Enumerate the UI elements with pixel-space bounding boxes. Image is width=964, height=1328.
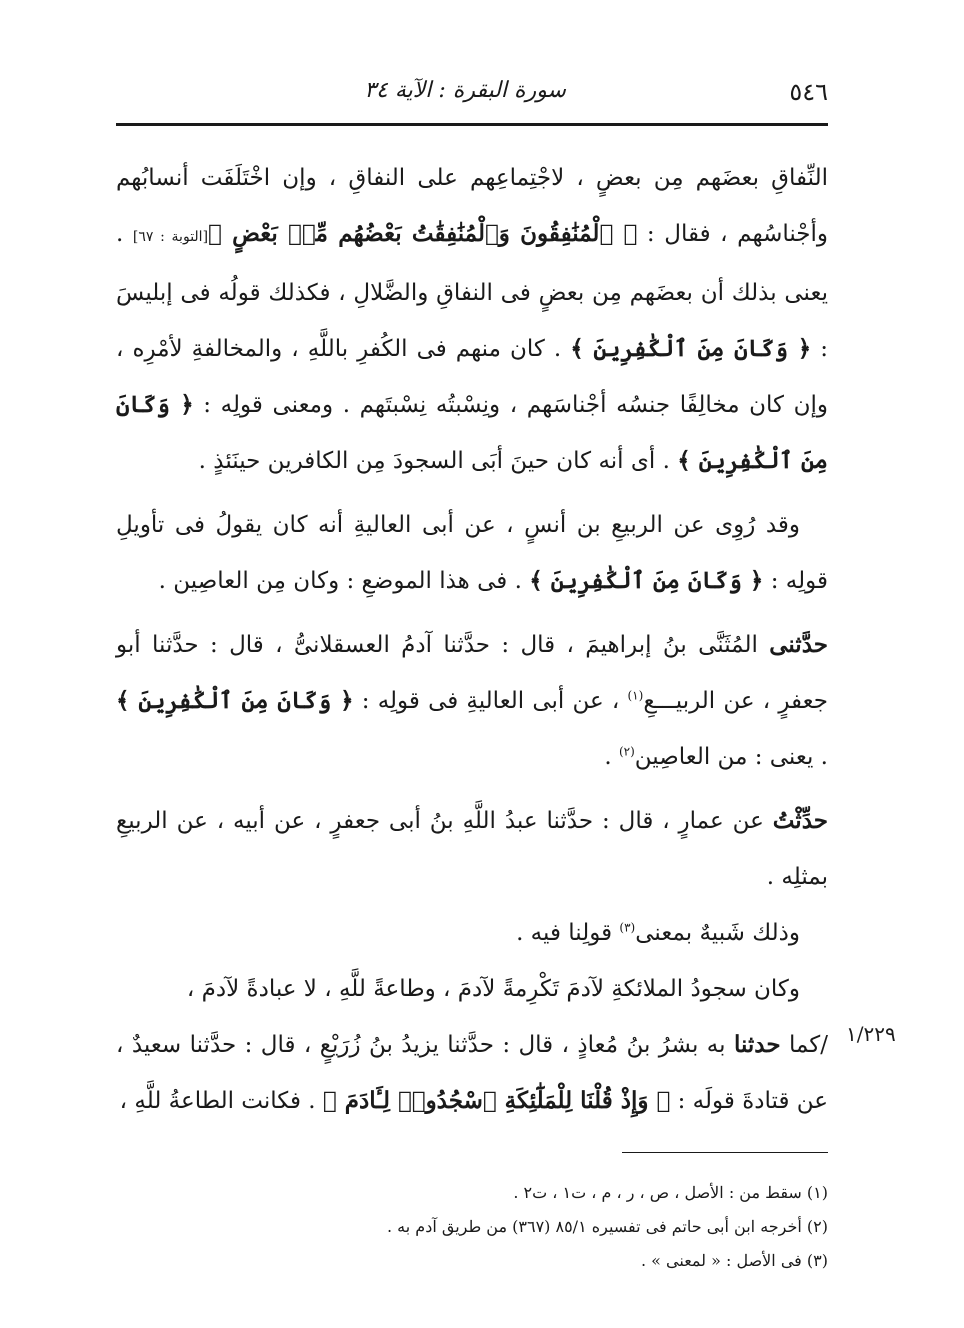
text-run: وقد رُوِى عن الربيعِ بن أنسٍ ، عن أبى العاليةِ أنه كان يقولُ فى تأويلِ قولِه : [116,512,828,594]
text-run: ، عن أبى العاليةِ فى قولِه : [353,688,628,714]
paragraph-5 [116,905,828,961]
quran-quote: ﴿ وَكَانَ مِنَ ٱلْكَٰفِرِينَ ﴾ [570,335,812,362]
text-run: . فى هذا الموضعِ : وكان مِن العاصِين . [158,568,530,594]
text-run: . كان منهم فى الكُفرِ باللَّهِ ، والمخالفةِ لأمْرِه ، وإن كان مخالِفًا جنسُه أجْناسَهم ، ونِسْبتُه نِسْبتَهم . ومعنى قولِه : [116,336,828,418]
footnotes [116,1176,828,1278]
header-rule [116,123,828,126]
footnote-marker: (١) [627,688,644,703]
text-run: . يعنى بذلك أن بعضَهم مِن بعضٍ فى النفاقِ والضَّلالِ ، فكذلك قولُه فى إبليسَ : [116,221,829,362]
text-run: /كما [780,1032,828,1058]
page-header [116,72,828,112]
footnote: (٣) فى الأصل : « لمعنى » . [640,1251,828,1270]
paragraph-2 [116,497,828,609]
quran-quote: ﴿ وَكَانَ مِنَ ٱلْكَٰفِرِينَ ﴾ [116,687,354,714]
quran-quote: ﴿ ٱلْمُنَٰفِقُونَ وَٱلْمُنَٰفِقَٰتُ بَعْضُهُم مِّنۢ بَعْضٍ ﴾ [208,220,638,247]
text-run: قولِنا فيه . [516,920,620,946]
footnote-marker: (٣) [619,920,636,935]
margin-reference: ١/٢٢٩ [846,1022,896,1046]
footnote-marker: (٢) [618,744,635,759]
footnote-rule [622,1152,828,1153]
text-run: به بشرُ بنُ مُعاذٍ ، قال : حدَّثنا يزيدُ بنُ زُرَيْعٍ ، قال : حدَّثنا سعيدٌ ، عن قتادةَ قولَه : [116,1032,828,1114]
isnad-lead: حدثنا [733,1031,781,1058]
paragraph-3 [116,617,828,785]
paragraph-gap [116,489,828,497]
text-run: المُثَنَّى بنُ إبراهيمَ ، قال : حدَّثنا آدمُ العسقلانىُّ ، قال : حدَّثنا أبو جعفرٍ ، عن الربيـــعِ [116,632,828,714]
quran-quote: ﴿ وَكَانَ مِنَ ٱلْكَٰفِرِينَ ﴾ [116,391,828,474]
text-run: النِّفاقِ بعضَهم مِن بعضٍ ، لاجْتِماعِهم على النفاقِ ، وإن اخْتَلَفَت أنسابُهم وأجْناسُهم ، فقال : [116,165,828,247]
isnad-lead: حدَّثنى [769,631,828,658]
quran-quote: ﴿ وَإِذْ قُلْنَا لِلْمَلَٰٓئِكَةِ ٱسْجُدُوا۟ لِـَٔادَمَ ﴾ [322,1087,671,1114]
isnad-lead: حدِّثْتُ [772,807,828,834]
footnote: (١) سقط من : الأصل ، ص ، ر ، م ، ت١ ، ت٢ . [513,1183,828,1202]
running-title: سورة البقرة : الآية ٣٤ [364,78,566,103]
footnote: (٢) أخرجه ابن أبى حاتم فى تفسيره ٨٥/١ (٣٦٧) من طريق آدم به . [387,1217,828,1236]
paragraph-1 [116,150,828,489]
text-run: وذلك شَبيهٌ بمعنى [635,920,800,946]
paragraph-gap [116,609,828,617]
text-run: . يعنى : من العاصِين [634,744,828,770]
paragraph-6 [116,961,828,1017]
text-run: وكان سجودُ الملائكةِ لآدمَ تَكْرِمةً لآدمَ ، وطاعةً للَّهِ ، لا عبادةً لآدمَ ، [186,976,800,1002]
paragraph-gap [116,785,828,793]
paragraph-7 [116,1017,828,1129]
text-run: عن عمارٍ ، قال : حدَّثنا عبدُ اللَّهِ بنُ أبى جعفرٍ ، عن أبيه ، عن الربيعِ بمثلِه . [116,808,828,890]
text-run: . فكانت الطاعةُ للَّهِ ، [119,1088,323,1114]
verse-reference: [التوبة : ٦٧] [132,229,209,245]
text-run: . أى أنه كان حينَ أبَى السجودَ مِن الكافرين حينَئذٍ . [198,448,678,474]
quran-quote: ﴿ وَكَانَ مِنَ ٱلْكَٰفِرِينَ ﴾ [529,567,764,594]
body-text [116,150,828,1129]
paragraph-4 [116,793,828,905]
page-number: ٥٤٦ [789,78,828,106]
text-run: . [604,744,619,770]
